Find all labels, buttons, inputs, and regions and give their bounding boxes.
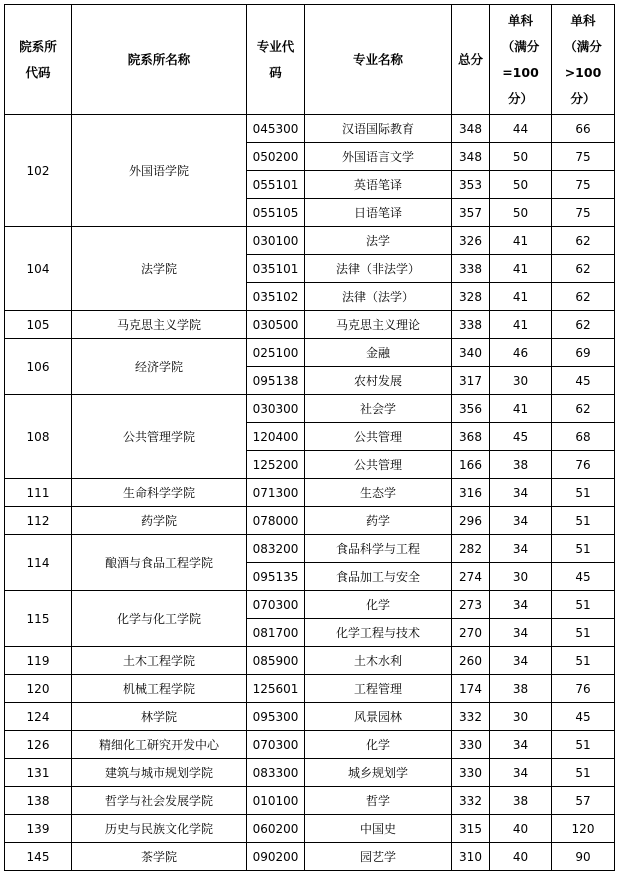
dept-name-cell: 历史与民族文化学院 xyxy=(72,815,247,843)
single-over-100-cell: 68 xyxy=(552,423,615,451)
single-100-cell: 34 xyxy=(490,535,552,563)
major-code-cell: 070300 xyxy=(247,591,305,619)
header-major-code xyxy=(247,5,305,115)
table-row xyxy=(5,675,615,703)
major-code-cell: 090200 xyxy=(247,843,305,871)
dept-code-cell: 126 xyxy=(5,731,72,759)
major-name-cell: 法律（法学） xyxy=(305,283,452,311)
major-code-cell: 125601 xyxy=(247,675,305,703)
single-over-100-cell: 90 xyxy=(552,843,615,871)
major-code-cell: 070300 xyxy=(247,731,305,759)
total-score-cell: 317 xyxy=(452,367,490,395)
single-over-100-cell: 51 xyxy=(552,479,615,507)
single-100-cell: 30 xyxy=(490,703,552,731)
dept-code-cell: 138 xyxy=(5,787,72,815)
major-code-cell: 035102 xyxy=(247,283,305,311)
dept-code-cell: 108 xyxy=(5,395,72,479)
dept-code-cell: 111 xyxy=(5,479,72,507)
dept-code-cell: 114 xyxy=(5,535,72,591)
major-code-cell: 055105 xyxy=(247,199,305,227)
table-row xyxy=(5,507,615,535)
major-name-cell: 化学 xyxy=(305,591,452,619)
major-name-cell: 马克思主义理论 xyxy=(305,311,452,339)
single-100-cell: 34 xyxy=(490,479,552,507)
single-100-cell: 30 xyxy=(490,367,552,395)
major-code-cell: 030500 xyxy=(247,311,305,339)
major-name-cell: 工程管理 xyxy=(305,675,452,703)
score-line-table xyxy=(4,4,615,871)
single-over-100-cell: 45 xyxy=(552,563,615,591)
total-score-cell: 328 xyxy=(452,283,490,311)
major-code-cell: 095138 xyxy=(247,367,305,395)
table-row xyxy=(5,339,615,367)
header-single-over-100-line3: >100 xyxy=(564,64,602,80)
single-100-cell: 38 xyxy=(490,787,552,815)
major-name-cell: 城乡规划学 xyxy=(305,759,452,787)
major-code-cell: 030300 xyxy=(247,395,305,423)
major-name-cell: 土木水利 xyxy=(305,647,452,675)
dept-name-cell: 哲学与社会发展学院 xyxy=(72,787,247,815)
major-name-cell: 食品科学与工程 xyxy=(305,535,452,563)
dept-code-cell: 119 xyxy=(5,647,72,675)
major-name-cell: 汉语国际教育 xyxy=(305,115,452,143)
major-name-cell: 外国语言文学 xyxy=(305,143,452,171)
single-100-cell: 34 xyxy=(490,619,552,647)
major-name-cell: 风景园林 xyxy=(305,703,452,731)
single-100-cell: 38 xyxy=(490,451,552,479)
total-score-cell: 348 xyxy=(452,115,490,143)
dept-code-cell: 115 xyxy=(5,591,72,647)
total-score-cell: 332 xyxy=(452,787,490,815)
single-over-100-cell: 62 xyxy=(552,255,615,283)
dept-name-cell: 土木工程学院 xyxy=(72,647,247,675)
major-code-cell: 050200 xyxy=(247,143,305,171)
single-over-100-cell: 51 xyxy=(552,759,615,787)
single-over-100-cell: 76 xyxy=(552,451,615,479)
major-name-cell: 食品加工与安全 xyxy=(305,563,452,591)
table-row xyxy=(5,703,615,731)
major-code-cell: 095300 xyxy=(247,703,305,731)
dept-name-cell: 外国语学院 xyxy=(72,115,247,227)
dept-name-cell: 机械工程学院 xyxy=(72,675,247,703)
total-score-cell: 282 xyxy=(452,535,490,563)
single-100-cell: 41 xyxy=(490,255,552,283)
major-code-cell: 045300 xyxy=(247,115,305,143)
table-body xyxy=(5,115,615,871)
total-score-cell: 260 xyxy=(452,647,490,675)
dept-name-cell: 药学院 xyxy=(72,507,247,535)
header-major-code-line1: 专业代 xyxy=(256,38,295,54)
single-100-cell: 34 xyxy=(490,591,552,619)
table-row xyxy=(5,115,615,143)
single-over-100-cell: 51 xyxy=(552,507,615,535)
table-row xyxy=(5,227,615,255)
dept-name-cell: 生命科学学院 xyxy=(72,479,247,507)
total-score-cell: 315 xyxy=(452,815,490,843)
total-score-cell: 273 xyxy=(452,591,490,619)
major-code-cell: 083200 xyxy=(247,535,305,563)
single-over-100-cell: 51 xyxy=(552,591,615,619)
single-100-cell: 44 xyxy=(490,115,552,143)
single-over-100-cell: 62 xyxy=(552,283,615,311)
header-single-over-100 xyxy=(552,5,615,115)
table-row xyxy=(5,731,615,759)
major-name-cell: 社会学 xyxy=(305,395,452,423)
major-code-cell: 071300 xyxy=(247,479,305,507)
header-major-name: 专业名称 xyxy=(305,5,452,115)
header-major-code-line2: 码 xyxy=(269,64,282,80)
major-name-cell: 法律（非法学） xyxy=(305,255,452,283)
major-code-cell: 125200 xyxy=(247,451,305,479)
table-row xyxy=(5,395,615,423)
single-100-cell: 50 xyxy=(490,171,552,199)
single-over-100-cell: 62 xyxy=(552,395,615,423)
total-score-cell: 330 xyxy=(452,759,490,787)
table-row xyxy=(5,843,615,871)
major-code-cell: 078000 xyxy=(247,507,305,535)
single-100-cell: 41 xyxy=(490,311,552,339)
single-100-cell: 34 xyxy=(490,759,552,787)
table-row xyxy=(5,759,615,787)
table-row xyxy=(5,311,615,339)
dept-code-cell: 105 xyxy=(5,311,72,339)
major-code-cell: 085900 xyxy=(247,647,305,675)
major-code-cell: 081700 xyxy=(247,619,305,647)
dept-code-cell: 112 xyxy=(5,507,72,535)
single-100-cell: 50 xyxy=(490,199,552,227)
header-single-over-100-line1: 单科 xyxy=(570,12,596,28)
header-dept-code xyxy=(5,5,72,115)
single-over-100-cell: 75 xyxy=(552,143,615,171)
single-over-100-cell: 45 xyxy=(552,703,615,731)
total-score-cell: 316 xyxy=(452,479,490,507)
total-score-cell: 348 xyxy=(452,143,490,171)
single-over-100-cell: 57 xyxy=(552,787,615,815)
single-over-100-cell: 75 xyxy=(552,171,615,199)
major-name-cell: 英语笔译 xyxy=(305,171,452,199)
single-100-cell: 34 xyxy=(490,731,552,759)
dept-code-cell: 106 xyxy=(5,339,72,395)
single-over-100-cell: 45 xyxy=(552,367,615,395)
major-code-cell: 010100 xyxy=(247,787,305,815)
total-score-cell: 368 xyxy=(452,423,490,451)
major-name-cell: 生态学 xyxy=(305,479,452,507)
dept-code-cell: 120 xyxy=(5,675,72,703)
total-score-cell: 326 xyxy=(452,227,490,255)
total-score-cell: 357 xyxy=(452,199,490,227)
single-100-cell: 50 xyxy=(490,143,552,171)
dept-name-cell: 精细化工研究开发中心 xyxy=(72,731,247,759)
dept-code-cell: 124 xyxy=(5,703,72,731)
major-code-cell: 060200 xyxy=(247,815,305,843)
dept-name-cell: 茶学院 xyxy=(72,843,247,871)
single-100-cell: 45 xyxy=(490,423,552,451)
dept-name-cell: 公共管理学院 xyxy=(72,395,247,479)
dept-name-cell: 法学院 xyxy=(72,227,247,311)
header-total: 总分 xyxy=(452,5,490,115)
major-name-cell: 中国史 xyxy=(305,815,452,843)
header-single-100-line1: 单科 xyxy=(507,12,533,28)
major-name-cell: 化学工程与技术 xyxy=(305,619,452,647)
header-single-100-line3: =100 xyxy=(502,64,539,80)
single-over-100-cell: 62 xyxy=(552,227,615,255)
major-name-cell: 公共管理 xyxy=(305,423,452,451)
major-code-cell: 095135 xyxy=(247,563,305,591)
major-code-cell: 120400 xyxy=(247,423,305,451)
single-over-100-cell: 51 xyxy=(552,535,615,563)
single-100-cell: 41 xyxy=(490,395,552,423)
single-over-100-cell: 69 xyxy=(552,339,615,367)
dept-code-cell: 102 xyxy=(5,115,72,227)
total-score-cell: 330 xyxy=(452,731,490,759)
single-over-100-cell: 76 xyxy=(552,675,615,703)
single-100-cell: 40 xyxy=(490,843,552,871)
single-100-cell: 40 xyxy=(490,815,552,843)
table-row xyxy=(5,591,615,619)
major-code-cell: 030100 xyxy=(247,227,305,255)
dept-name-cell: 马克思主义学院 xyxy=(72,311,247,339)
header-row xyxy=(5,5,615,115)
header-dept-code-line1: 院系所 xyxy=(19,38,57,54)
total-score-cell: 353 xyxy=(452,171,490,199)
major-code-cell: 025100 xyxy=(247,339,305,367)
single-100-cell: 41 xyxy=(490,283,552,311)
single-100-cell: 38 xyxy=(490,675,552,703)
major-name-cell: 哲学 xyxy=(305,787,452,815)
major-name-cell: 园艺学 xyxy=(305,843,452,871)
dept-name-cell: 酿酒与食品工程学院 xyxy=(72,535,247,591)
table-row xyxy=(5,815,615,843)
major-name-cell: 药学 xyxy=(305,507,452,535)
total-score-cell: 174 xyxy=(452,675,490,703)
header-single-over-100-line2: （满分 xyxy=(564,38,602,54)
header-single-over-100-line4: 分） xyxy=(570,90,596,106)
single-100-cell: 46 xyxy=(490,339,552,367)
major-code-cell: 055101 xyxy=(247,171,305,199)
header-dept-name: 院系所名称 xyxy=(72,5,247,115)
major-name-cell: 日语笔译 xyxy=(305,199,452,227)
single-over-100-cell: 51 xyxy=(552,731,615,759)
major-name-cell: 化学 xyxy=(305,731,452,759)
single-over-100-cell: 120 xyxy=(552,815,615,843)
total-score-cell: 338 xyxy=(452,255,490,283)
total-score-cell: 340 xyxy=(452,339,490,367)
dept-name-cell: 建筑与城市规划学院 xyxy=(72,759,247,787)
total-score-cell: 356 xyxy=(452,395,490,423)
total-score-cell: 274 xyxy=(452,563,490,591)
single-100-cell: 34 xyxy=(490,647,552,675)
dept-name-cell: 林学院 xyxy=(72,703,247,731)
major-name-cell: 公共管理 xyxy=(305,451,452,479)
dept-code-cell: 104 xyxy=(5,227,72,311)
single-over-100-cell: 62 xyxy=(552,311,615,339)
major-code-cell: 083300 xyxy=(247,759,305,787)
single-over-100-cell: 51 xyxy=(552,619,615,647)
major-name-cell: 金融 xyxy=(305,339,452,367)
header-single-100 xyxy=(490,5,552,115)
dept-code-cell: 139 xyxy=(5,815,72,843)
major-name-cell: 农村发展 xyxy=(305,367,452,395)
total-score-cell: 296 xyxy=(452,507,490,535)
table-row xyxy=(5,479,615,507)
header-single-100-line4: 分） xyxy=(507,90,533,106)
dept-code-cell: 145 xyxy=(5,843,72,871)
total-score-cell: 270 xyxy=(452,619,490,647)
total-score-cell: 338 xyxy=(452,311,490,339)
total-score-cell: 332 xyxy=(452,703,490,731)
major-code-cell: 035101 xyxy=(247,255,305,283)
total-score-cell: 310 xyxy=(452,843,490,871)
single-100-cell: 30 xyxy=(490,563,552,591)
dept-name-cell: 化学与化工学院 xyxy=(72,591,247,647)
table-row xyxy=(5,787,615,815)
major-name-cell: 法学 xyxy=(305,227,452,255)
single-over-100-cell: 66 xyxy=(552,115,615,143)
single-100-cell: 41 xyxy=(490,227,552,255)
single-over-100-cell: 75 xyxy=(552,199,615,227)
dept-code-cell: 131 xyxy=(5,759,72,787)
dept-name-cell: 经济学院 xyxy=(72,339,247,395)
header-single-100-line2: （满分 xyxy=(501,38,540,54)
single-over-100-cell: 51 xyxy=(552,647,615,675)
single-100-cell: 34 xyxy=(490,507,552,535)
table-header xyxy=(5,5,615,115)
header-dept-code-line2: 代码 xyxy=(25,64,51,80)
total-score-cell: 166 xyxy=(452,451,490,479)
table-row xyxy=(5,535,615,563)
table-row xyxy=(5,647,615,675)
